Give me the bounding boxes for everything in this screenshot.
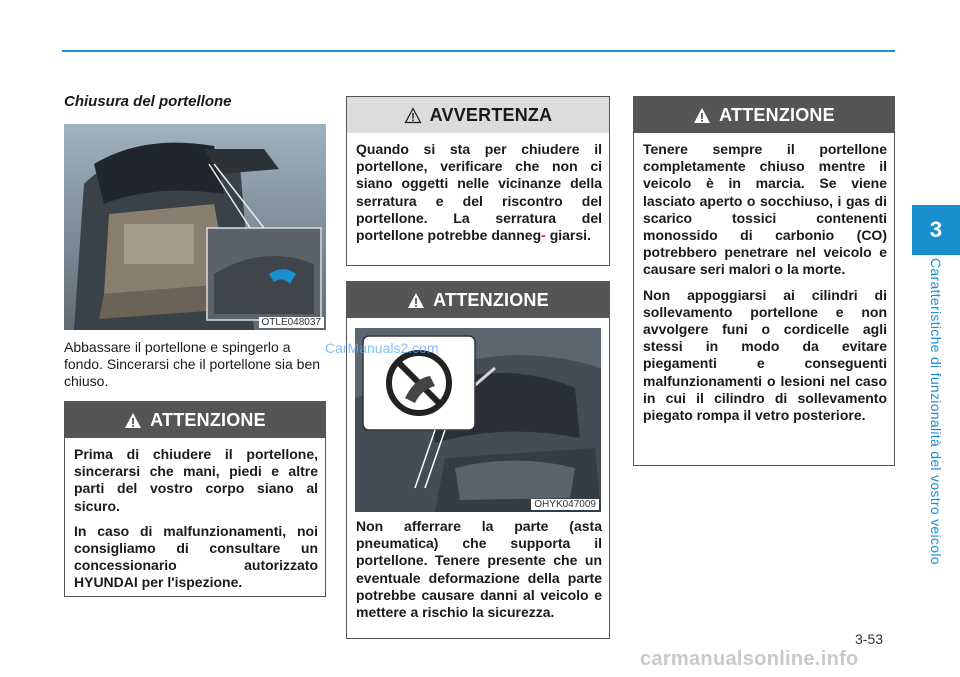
caution-box-right xyxy=(633,96,895,466)
chapter-title: Caratteristiche di funzionalità del vostro veicolo xyxy=(928,258,944,565)
caution-header xyxy=(65,402,325,438)
caution-header xyxy=(634,97,894,133)
warning-header xyxy=(347,97,609,133)
tailgate-illustration xyxy=(64,124,326,330)
hyphen-mark: - xyxy=(541,227,546,244)
caution-paragraph: Tenere sempre il portellone completamente chiuso mentre il veicolo è in marcia. Se viene lasciato aperto o socchiuso, i gas di scarico tossici contenenti monossido di carbonio (CO) potrebbero penetrare nel veicolo e causare seri malori o la morte. xyxy=(643,141,887,278)
warning-icon xyxy=(124,412,142,429)
top-rule xyxy=(62,50,895,52)
watermark: CarManuals2.com xyxy=(325,340,439,356)
caution-paragraph: Non afferrare la parte (asta pneumatica) che supporta il portellone. Tenere presente che un eventuale deformazione della parte potrebbe causare danni al veicolo e mettere a rischio la sicurezza. xyxy=(356,518,602,621)
tailgate-photo xyxy=(64,124,326,330)
caution-paragraph: In caso di malfunzionamenti, noi consigliamo di consultare un concessionario autorizzato HYUNDAI per l'ispezione. xyxy=(74,522,318,591)
caution-paragraph: Prima di chiudere il portellone, sincerarsi che mani, piedi e altre parti del vostro corpo siano al sicuro. xyxy=(74,446,318,514)
warning-title: AVVERTENZA xyxy=(429,104,553,125)
warning-text: Quando si sta per chiudere il portellone, verificare che non ci siano oggetti nelle vicinanze della serratura e del riscontro del portellone. La serratura del portellone potrebbe danneg xyxy=(356,141,602,244)
warning-body xyxy=(347,133,609,250)
caution-body xyxy=(347,518,609,627)
warning-outline-icon xyxy=(404,107,422,124)
section-heading: Chiusura del portellone xyxy=(64,93,232,110)
caution-title: ATTENZIONE xyxy=(150,409,266,430)
footer-watermark: carmanualsonline.info xyxy=(640,648,859,670)
caution-header xyxy=(347,282,609,318)
warning-icon xyxy=(407,292,425,309)
caution-body xyxy=(634,133,894,430)
caution-box-left xyxy=(64,401,326,597)
intro-text: Abbassare il portellone e spingerlo a fondo. Sincerarsi che il portellone sia ben chiuso. xyxy=(64,339,321,389)
page-number: 3-53 xyxy=(855,631,884,647)
caution-box-middle xyxy=(346,281,610,639)
caution-body xyxy=(65,438,325,598)
caution-paragraph: Non appoggiarsi ai cilindri di sollevamento portellone e non avvolgere funi o cordicelle agli stessi in modo da evitare piegamenti e conseguenti malfunzionamenti o lesioni nel caso in cui il cilindro di sollevamento piegato rompa il vetro posteriore. xyxy=(643,286,887,424)
photo-code: OTLE048037 xyxy=(259,317,325,328)
warning-box xyxy=(346,96,610,266)
caution-title: ATTENZIONE xyxy=(433,289,549,310)
photo-code: OHYK047009 xyxy=(531,499,599,510)
chapter-number: 3 xyxy=(929,217,943,242)
warning-text-end: giarsi. xyxy=(549,227,591,244)
caution-title: ATTENZIONE xyxy=(719,104,835,125)
chapter-tab[interactable] xyxy=(912,205,960,255)
warning-icon xyxy=(693,107,711,124)
